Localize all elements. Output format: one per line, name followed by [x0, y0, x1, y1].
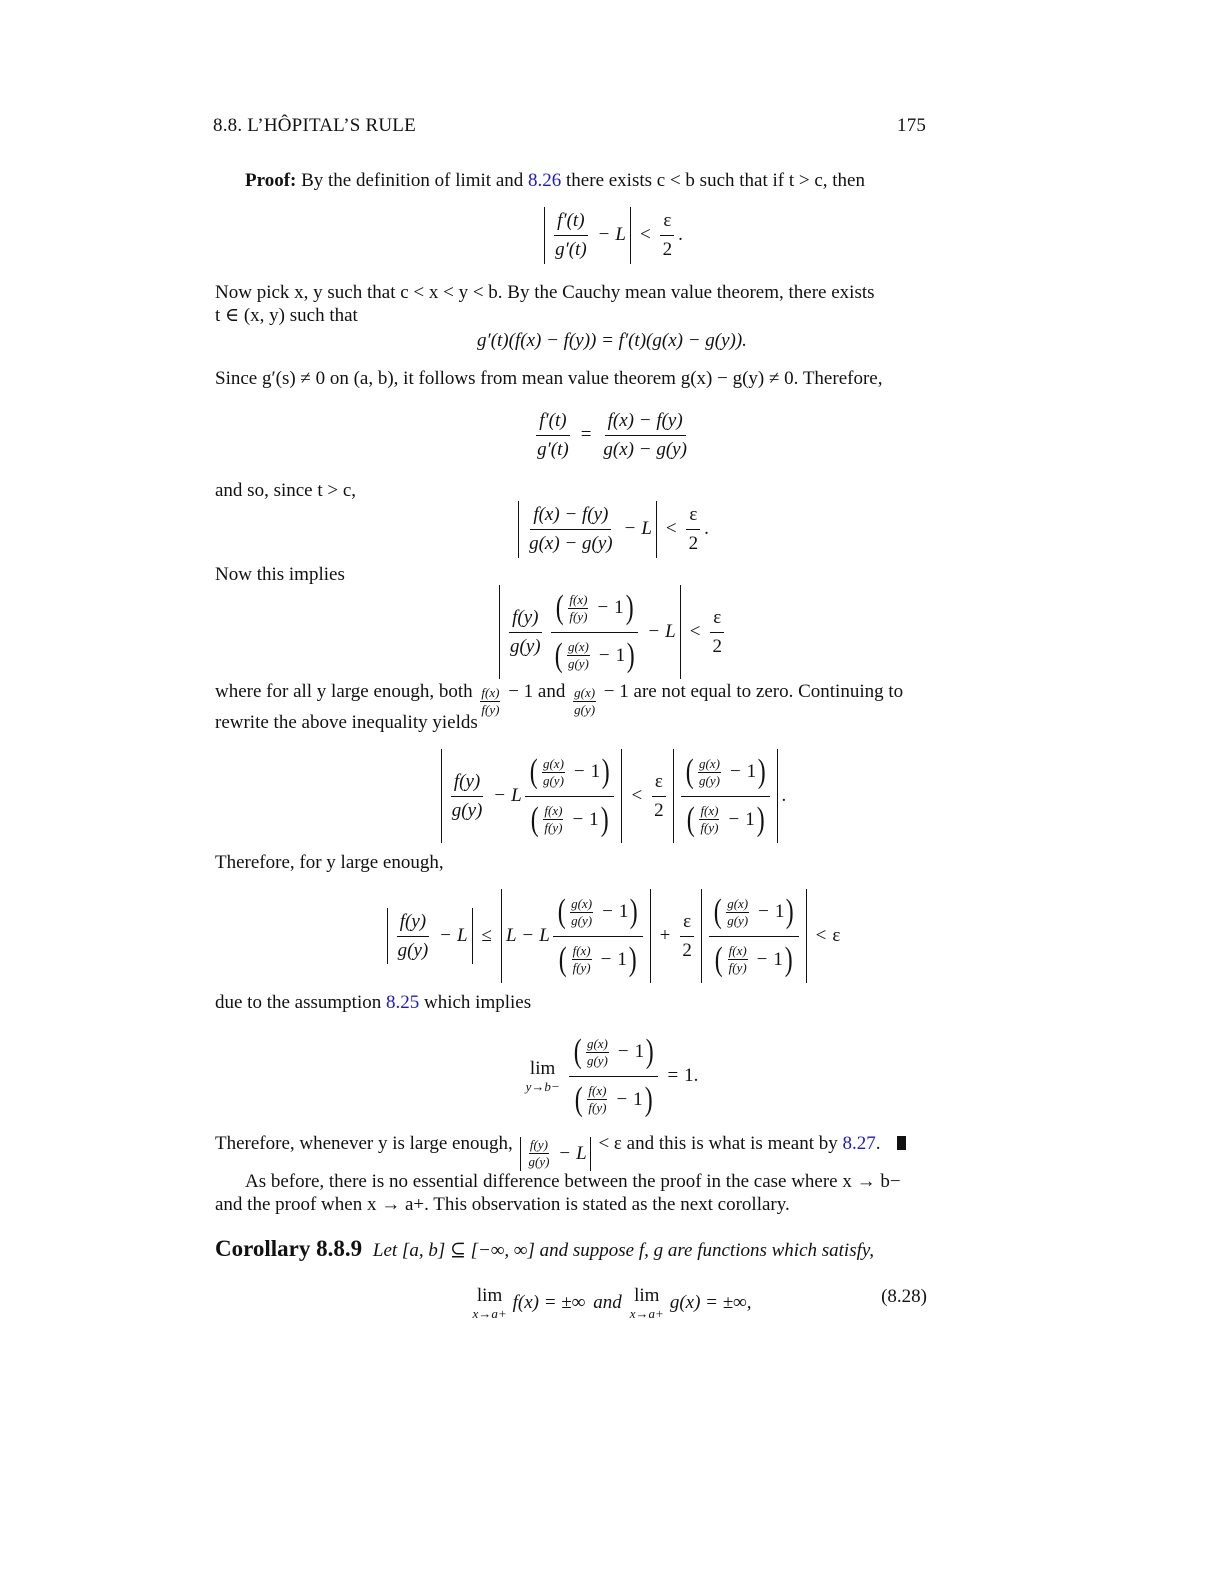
equation-rewritten-bound: $\frac{f(y)}{g(y)}$ − L ( $\frac{g(x)}{g(y)}$ − 1 ) ( $\frac{f(x)}{f(y)}$ − 1 ) < $\frac{\varepsilon}{2}$ ( $\frac{g(x)}{g(y)}$ − 1 ) ( $\frac{f(x)}{f(y)}$ − 1 ) .	[0, 749, 1224, 843]
text-rewrite: rewrite the above inequality yields	[215, 712, 478, 733]
text-where-a1: where for all y large enough, both	[215, 681, 473, 702]
text-therefore-y-large: Therefore, for y large enough,	[215, 852, 444, 873]
text-due-to-assumption	[215, 991, 927, 1015]
equation-derivative-ratio-bound: $\frac{f'(t)}{g'(t)}$ − L < $\frac{\varepsilon}{2}$ .	[0, 207, 1224, 264]
text-where-for-all: where for all y large enough, both $\frac{f(x)}{f(y)}$ − 1 and $\frac{g(x)}{g(y)}$ − 1 are not equal to zero. Continuing to	[215, 681, 904, 718]
ref-8-26-link[interactable]: 8.26	[528, 170, 562, 191]
equation-triangle-bound: $\frac{f(y)}{g(y)}$ − L ≤ L − L ( $\frac{g(x)}{g(y)}$ − 1 ) ( $\frac{f(x)}{f(y)}$ − 1 ) + $\frac{\varepsilon}{2}$ ( $\frac{g(x)}{g(y)}$ − 1 ) ( $\frac{f(x)}{f(y)}$ − 1 ) < ε	[0, 889, 1224, 983]
proof-text-b: there exists c < b such that if t > c, then	[561, 170, 865, 191]
text-whenever-c: .	[875, 1133, 881, 1154]
ref-8-25-link[interactable]: 8.25	[385, 992, 420, 1013]
text-due-b: which implies	[419, 992, 532, 1013]
text-whenever-b: < ε and this is what is meant by	[598, 1133, 843, 1154]
proof-intro	[245, 169, 927, 193]
page-number: 175	[897, 115, 927, 136]
text-cauchy-2: t ∈ (x, y) such that	[215, 305, 358, 326]
equation-difference-bound: $\frac{f(x) - f(y)}{g(x) - g(y)}$ − L < $\frac{\varepsilon}{2}$ .	[0, 501, 1224, 558]
text-now-this-implies: Now this implies	[215, 564, 345, 585]
equation-cauchy-mvt: g′(t)(f(x) − f(y)) = f′(t)(g(x) − g(y)).	[477, 330, 747, 351]
text-where-a2: − 1 and	[508, 681, 566, 702]
ref-8-27-link[interactable]: 8.27	[842, 1133, 876, 1154]
text-cauchy-1: Now pick x, y such that c < x < y < b. By the Cauchy mean value theorem, there exists	[215, 282, 875, 303]
text-whenever-a: Therefore, whenever y is large enough,	[215, 1133, 513, 1154]
text-where-a3: − 1 are not equal to zero. Continuing to	[603, 681, 904, 702]
corollary-text: Let [a, b] ⊆ [−∞, ∞] and suppose f, g are functions which satisfy,	[372, 1240, 875, 1261]
text-as-before-2: and the proof when x → a+. This observation is stated as the next corollary.	[215, 1194, 790, 1215]
text-as-before-1: As before, there is no essential difference between the proof in the case where x → b−	[245, 1171, 901, 1192]
corollary-8-8-9	[215, 1235, 927, 1264]
text-due-a: due to the assumption	[215, 992, 386, 1013]
equation-limit-one: lim y→b− ( $\frac{g(x)}{g(y)}$ − 1 ) ( $\frac{f(x)}{f(y)}$ − 1 ) = 1.	[0, 1031, 1224, 1121]
qed-square-icon	[897, 1136, 906, 1150]
equation-factored-bound: $\frac{f(y)}{g(y)}$ ( $\frac{f(x)}{f(y)}$ − 1 ) ( $\frac{g(x)}{g(y)}$ − 1 ) − L < $\frac{\varepsilon}{2}$	[0, 585, 1224, 679]
equation-8-28: lim x→a+ f(x) = ±∞ and lim x→a+ g(x) = ±∞,	[472, 1285, 752, 1321]
running-header: 8.8. L’HÔPITAL’S RULE	[213, 115, 416, 136]
proof-label: Proof:	[245, 170, 297, 191]
corollary-title: Corollary 8.8.9	[215, 1236, 363, 1261]
proof-text-a: By the definition of limit and	[296, 170, 529, 191]
text-and-so: and so, since t > c,	[215, 480, 357, 501]
text-since-g-prime: Since g′(s) ≠ 0 on (a, b), it follows from mean value theorem g(x) − g(y) ≠ 0. Therefore,	[215, 368, 883, 389]
equation-number-8-28: (8.28)	[881, 1286, 927, 1307]
text-therefore-whenever: Therefore, whenever y is large enough, $\frac{f(y)}{g(y)}$ − L < ε and this is what is meant by 8.27.	[215, 1132, 927, 1171]
equation-ratio-equality: $\frac{f'(t)}{g'(t)}$ = $\frac{f(x) - f(y)}{g(x) - g(y)}$	[537, 410, 687, 460]
